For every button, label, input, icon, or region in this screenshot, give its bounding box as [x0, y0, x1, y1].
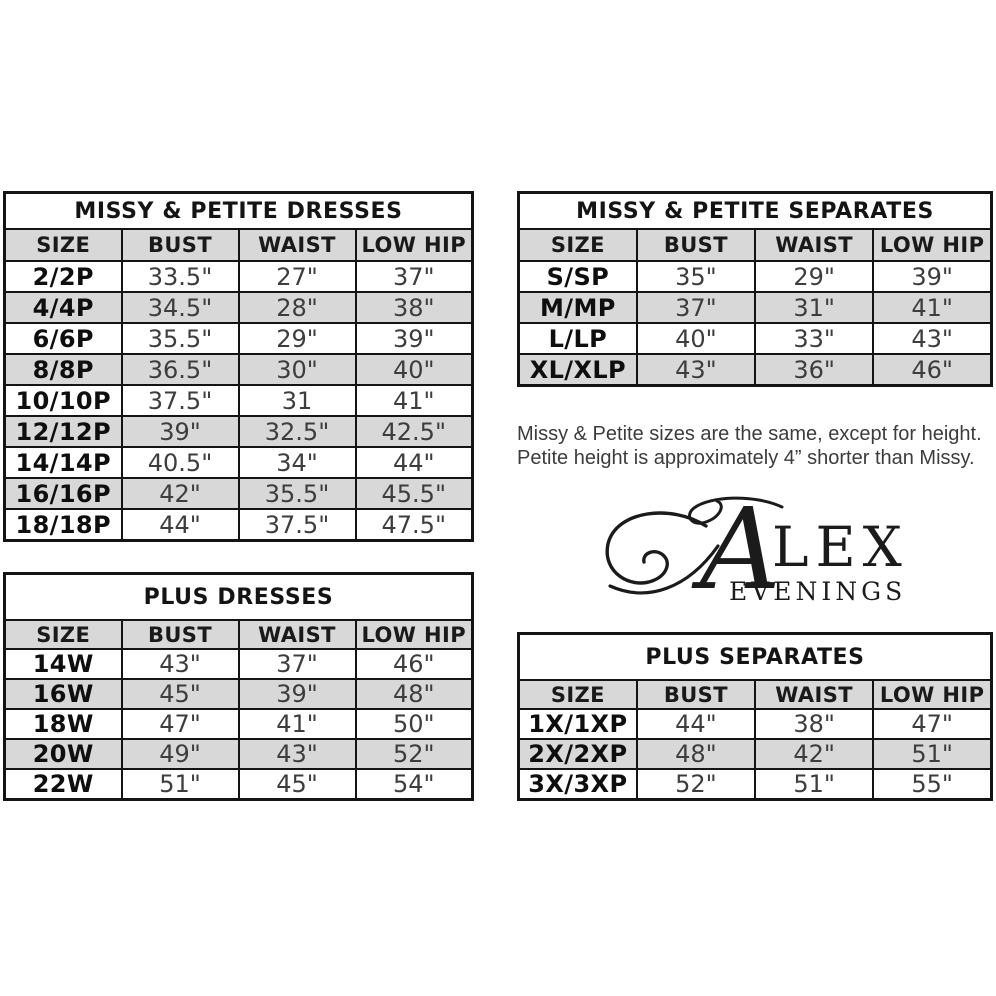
column-header-bust: BUST [637, 680, 755, 709]
table-row [5, 292, 473, 323]
size-cell: L/LP [519, 323, 637, 354]
bust-cell: 36.5" [122, 354, 239, 385]
plus-dresses-table [3, 572, 474, 801]
waist-cell: 38" [755, 709, 873, 739]
missy-petite-separates-section [517, 191, 993, 387]
table-row [519, 739, 992, 769]
bust-cell: 39" [122, 416, 239, 447]
waist-cell: 37.5" [239, 509, 356, 541]
size-cell: 8/8P [5, 354, 122, 385]
table-row [519, 323, 992, 354]
size-cell: M/MP [519, 292, 637, 323]
low-hip-cell: 41" [356, 385, 473, 416]
waist-cell: 37" [239, 649, 356, 679]
low-hip-cell: 52" [356, 739, 473, 769]
waist-cell: 51" [755, 769, 873, 800]
bust-cell: 48" [637, 739, 755, 769]
table-row [5, 769, 473, 800]
size-cell: 3X/3XP [519, 769, 637, 800]
table-title-row [5, 574, 473, 621]
size-cell: 16/16P [5, 478, 122, 509]
column-header-waist: WAIST [755, 229, 873, 261]
waist-cell: 31" [755, 292, 873, 323]
low-hip-cell: 41" [873, 292, 991, 323]
logo-flourish-left-curl [607, 513, 706, 583]
column-header-low-hip: LOW HIP [873, 680, 991, 709]
bust-cell: 35" [637, 261, 755, 292]
size-cell: 12/12P [5, 416, 122, 447]
column-header-bust: BUST [122, 229, 239, 261]
column-header-row [5, 620, 473, 649]
bust-cell: 35.5" [122, 323, 239, 354]
waist-cell: 45" [239, 769, 356, 800]
table-row [519, 292, 992, 323]
column-header-bust: BUST [122, 620, 239, 649]
bust-cell: 34.5" [122, 292, 239, 323]
size-cell: 18/18P [5, 509, 122, 541]
column-header-low-hip: LOW HIP [356, 229, 473, 261]
logo-brand-rest: LEX [772, 515, 909, 579]
column-header-waist: WAIST [755, 680, 873, 709]
table-row [5, 739, 473, 769]
low-hip-cell: 44" [356, 447, 473, 478]
size-cell: S/SP [519, 261, 637, 292]
bust-cell: 40.5" [122, 447, 239, 478]
low-hip-cell: 39" [356, 323, 473, 354]
table-row [5, 709, 473, 739]
size-cell: 18W [5, 709, 122, 739]
column-header-low-hip: LOW HIP [356, 620, 473, 649]
table-title-row [519, 634, 992, 681]
low-hip-cell: 48" [356, 679, 473, 709]
table-row [5, 447, 473, 478]
plus-separates-section [517, 632, 993, 801]
column-header-row [519, 229, 992, 261]
waist-cell: 27" [239, 261, 356, 292]
table-title: PLUS SEPARATES [519, 634, 992, 681]
table-row [5, 323, 473, 354]
logo-subtitle: EVENINGS [729, 577, 907, 606]
waist-cell: 39" [239, 679, 356, 709]
missy-petite-separates-table [517, 191, 993, 387]
table-row [5, 354, 473, 385]
column-header-waist: WAIST [239, 620, 356, 649]
table-title: MISSY & PETITE SEPARATES [519, 193, 992, 230]
waist-cell: 42" [755, 739, 873, 769]
bust-cell: 44" [637, 709, 755, 739]
waist-cell: 33" [755, 323, 873, 354]
low-hip-cell: 40" [356, 354, 473, 385]
column-header-size: SIZE [519, 229, 637, 261]
bust-cell: 37" [637, 292, 755, 323]
table-row [5, 385, 473, 416]
low-hip-cell: 37" [356, 261, 473, 292]
alex-evenings-logo [588, 494, 928, 614]
low-hip-cell: 50" [356, 709, 473, 739]
size-cell: 14/14P [5, 447, 122, 478]
low-hip-cell: 51" [873, 739, 991, 769]
column-header-size: SIZE [519, 680, 637, 709]
bust-cell: 47" [122, 709, 239, 739]
low-hip-cell: 47" [873, 709, 991, 739]
size-cell: 14W [5, 649, 122, 679]
note-line-1: Missy & Petite sizes are the same, except for height. [517, 423, 982, 445]
waist-cell: 30" [239, 354, 356, 385]
size-cell: 6/6P [5, 323, 122, 354]
table-title: MISSY & PETITE DRESSES [5, 193, 473, 230]
plus-dresses-section [3, 572, 474, 801]
size-cell: 2/2P [5, 261, 122, 292]
bust-cell: 51" [122, 769, 239, 800]
waist-cell: 41" [239, 709, 356, 739]
bust-cell: 37.5" [122, 385, 239, 416]
missy-petite-dresses-section [3, 191, 474, 542]
column-header-low-hip: LOW HIP [873, 229, 991, 261]
waist-cell: 28" [239, 292, 356, 323]
table-row [519, 709, 992, 739]
column-header-bust: BUST [637, 229, 755, 261]
table-title: PLUS DRESSES [5, 574, 473, 621]
bust-cell: 52" [637, 769, 755, 800]
petite-sizing-note [517, 423, 996, 470]
size-cell: 20W [5, 739, 122, 769]
column-header-size: SIZE [5, 229, 122, 261]
bust-cell: 49" [122, 739, 239, 769]
column-header-row [519, 680, 992, 709]
low-hip-cell: 45.5" [356, 478, 473, 509]
low-hip-cell: 46" [873, 354, 991, 386]
logo-brand-initial: A [700, 494, 781, 614]
size-cell: 22W [5, 769, 122, 800]
table-row [5, 649, 473, 679]
low-hip-cell: 42.5" [356, 416, 473, 447]
table-row [5, 416, 473, 447]
bust-cell: 43" [122, 649, 239, 679]
waist-cell: 31 [239, 385, 356, 416]
low-hip-cell: 55" [873, 769, 991, 800]
low-hip-cell: 43" [873, 323, 991, 354]
bust-cell: 44" [122, 509, 239, 541]
size-cell: 1X/1XP [519, 709, 637, 739]
table-row [519, 769, 992, 800]
low-hip-cell: 47.5" [356, 509, 473, 541]
plus-separates-table [517, 632, 993, 801]
size-cell: 16W [5, 679, 122, 709]
bust-cell: 40" [637, 323, 755, 354]
table-title-row [5, 193, 473, 230]
table-row [5, 509, 473, 541]
bust-cell: 45" [122, 679, 239, 709]
table-title-row [519, 193, 992, 230]
table-row [5, 478, 473, 509]
bust-cell: 33.5" [122, 261, 239, 292]
waist-cell: 29" [755, 261, 873, 292]
size-cell: 4/4P [5, 292, 122, 323]
size-cell: 2X/2XP [519, 739, 637, 769]
table-row [5, 261, 473, 292]
low-hip-cell: 46" [356, 649, 473, 679]
column-header-waist: WAIST [239, 229, 356, 261]
bust-cell: 42" [122, 478, 239, 509]
low-hip-cell: 54" [356, 769, 473, 800]
table-row [5, 679, 473, 709]
waist-cell: 35.5" [239, 478, 356, 509]
low-hip-cell: 38" [356, 292, 473, 323]
waist-cell: 32.5" [239, 416, 356, 447]
table-row [519, 354, 992, 386]
bust-cell: 43" [637, 354, 755, 386]
waist-cell: 36" [755, 354, 873, 386]
waist-cell: 29" [239, 323, 356, 354]
note-line-2: Petite height is approximately 4” shorter than Missy. [517, 446, 975, 469]
waist-cell: 34" [239, 447, 356, 478]
column-header-row [5, 229, 473, 261]
size-cell: 10/10P [5, 385, 122, 416]
low-hip-cell: 39" [873, 261, 991, 292]
missy-petite-dresses-table [3, 191, 474, 542]
column-header-size: SIZE [5, 620, 122, 649]
size-cell: XL/XLP [519, 354, 637, 386]
table-row [519, 261, 992, 292]
waist-cell: 43" [239, 739, 356, 769]
